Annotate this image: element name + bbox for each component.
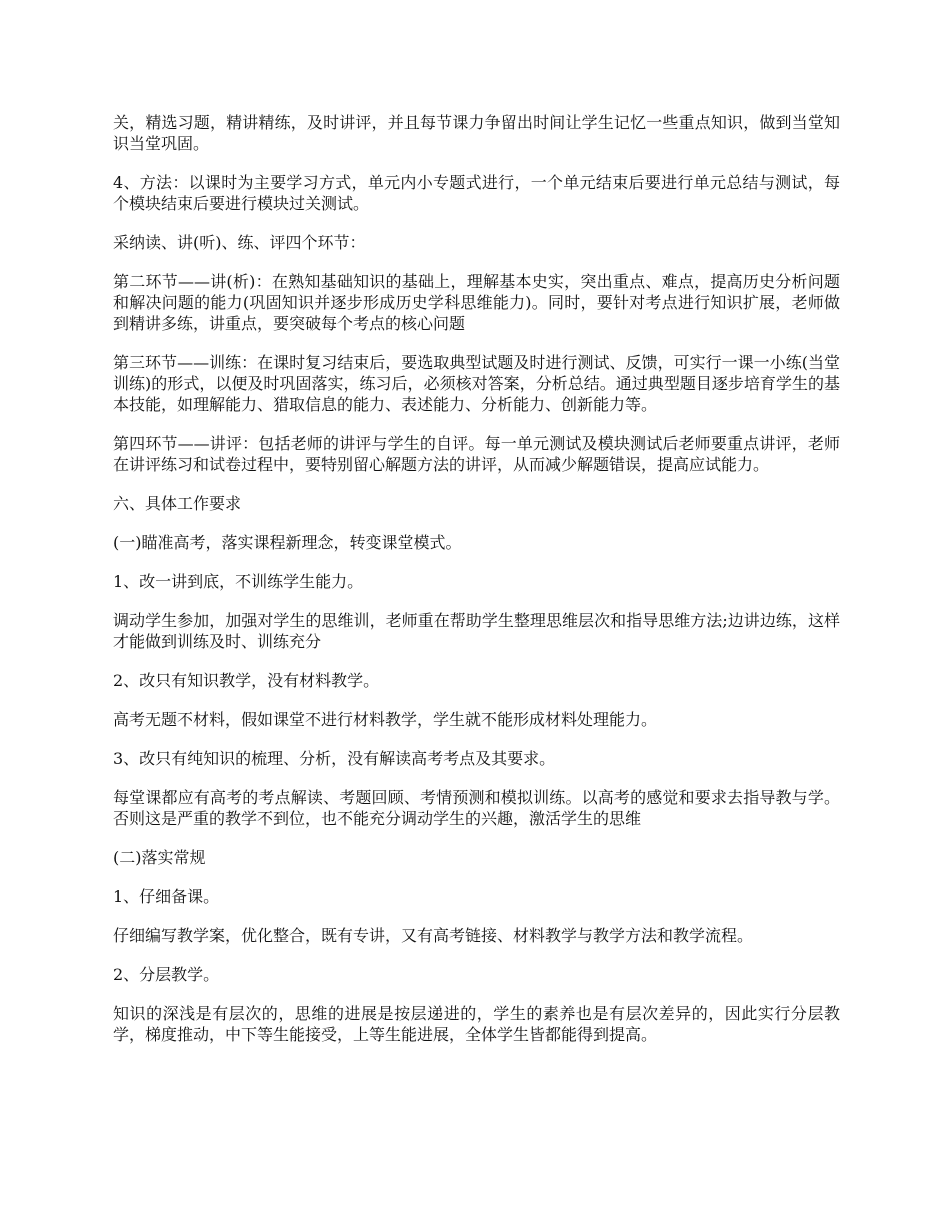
document-page	[113, 112, 840, 1045]
list-item-heading: 1、仔细备课。	[113, 887, 220, 906]
list-item-heading: 2、改只有知识教学，没有材料教学。	[113, 671, 380, 690]
subsection-heading: (二)落实常规	[113, 848, 206, 867]
paragraph: 采纳读、讲(听)、练、评四个环节：	[113, 233, 366, 252]
paragraph: 第二环节——讲(析)：在熟知基础知识的基础上，理解基本史实，突出重点、难点，提高历史分析问题和解决问题的能力(巩固知识并逐步形成历史学科思维能力)。同时，要针对考点进行知识扩展，老师做到精讲多练，讲重点，要突破每个考点的核心问题	[113, 272, 840, 333]
list-item-heading: 3、改只有纯知识的梳理、分析，没有解读高考考点及其要求。	[113, 749, 556, 768]
paragraph: 4、方法：以课时为主要学习方式，单元内小专题式进行，一个单元结束后要进行单元总结与测试，每个模块结束后要进行模块过关测试。	[113, 173, 840, 213]
paragraph: 关，精选习题，精讲精练，及时讲评，并且每节课力争留出时间让学生记忆一些重点知识，做到当堂知识当堂巩固。	[113, 113, 840, 153]
section-heading: 六、具体工作要求	[113, 494, 242, 513]
subsection-heading: (一)瞄准高考，落实课程新理念，转变课堂模式。	[113, 533, 462, 552]
list-item-heading: 1、改一讲到底，不训练学生能力。	[113, 572, 364, 591]
paragraph: 仔细编写教学案，优化整合，既有专讲，又有高考链接、材料教学与教学方法和教学流程。	[113, 926, 754, 945]
paragraph: 调动学生参加，加强对学生的思维训，老师重在帮助学生整理思维层次和指导思维方法;边讲边练，这样才能做到训练及时、训练充分	[113, 611, 840, 651]
paragraph: 第四环节——讲评：包括老师的讲评与学生的自评。每一单元测试及模块测试后老师要重点讲评，老师在讲评练习和试卷过程中，要特别留心解题方法的讲评，从而减少解题错误，提高应试能力。	[113, 434, 840, 474]
paragraph: 第三环节——训练：在课时复习结束后，要选取典型试题及时进行测试、反馈，可实行一课一小练(当堂训练)的形式，以便及时巩固落实，练习后，必须核对答案，分析总结。通过典型题目逐步培育学生的基本技能，如理解能力、猎取信息的能力、表述能力、分析能力、创新能力等。	[113, 353, 840, 414]
paragraph: 高考无题不材料，假如课堂不进行材料教学，学生就不能形成材料处理能力。	[113, 710, 658, 729]
list-item-heading: 2、分层教学。	[113, 965, 220, 984]
paragraph: 知识的深浅是有层次的，思维的进展是按层递进的，学生的素养也是有层次差异的，因此实行分层教学，梯度推动，中下等生能接受，上等生能进展，全体学生皆都能得到提高。	[113, 1004, 840, 1044]
paragraph: 每堂课都应有高考的考点解读、考题回顾、考情预测和模拟训练。以高考的感觉和要求去指导教与学。否则这是严重的教学不到位，也不能充分调动学生的兴趣，激活学生的思维	[113, 788, 840, 828]
